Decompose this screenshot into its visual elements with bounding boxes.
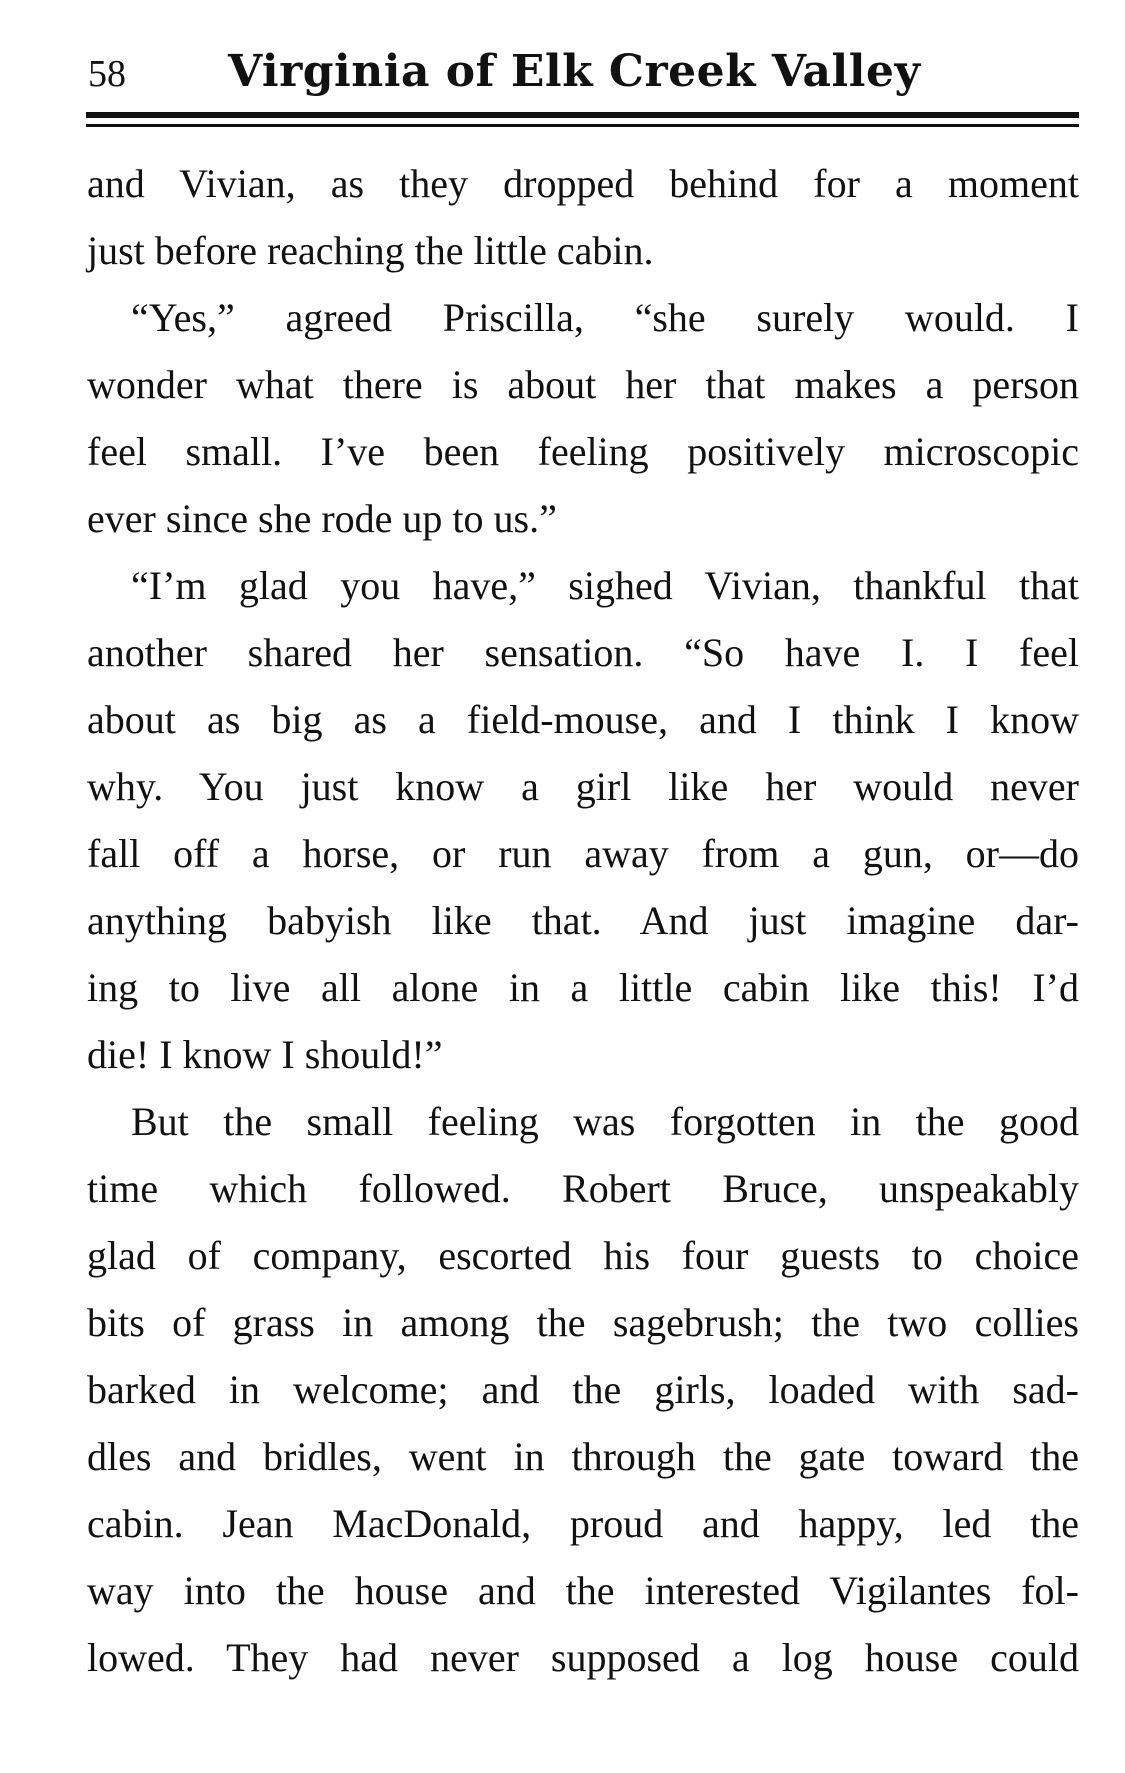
text-line: way into the house and the interested Vigilantes fol-	[87, 1568, 1079, 1613]
text-line: time which followed. Robert Bruce, unspeakably	[87, 1166, 1079, 1211]
text-line: bits of grass in among the sagebrush; the two collies	[87, 1300, 1079, 1345]
text-line: barked in welcome; and the girls, loaded with sad-	[87, 1367, 1079, 1412]
running-title: Virginia of Elk Creek Valley	[228, 46, 921, 97]
text-line: “I’m glad you have,” sighed Vivian, thankful that	[131, 563, 1079, 608]
header-rule-thick	[86, 112, 1079, 118]
text-line: another shared her sensation. “So have I. I feel	[87, 630, 1079, 675]
text-line: just before reaching the little cabin.	[87, 228, 654, 273]
text-line: cabin. Jean MacDonald, proud and happy, led the	[87, 1501, 1079, 1546]
text-line: lowed. They had never supposed a log house could	[87, 1635, 1079, 1680]
text-line: and Vivian, as they dropped behind for a moment	[87, 161, 1079, 206]
text-line: fall off a horse, or run away from a gun, or—do	[87, 831, 1079, 876]
text-line: feel small. I’ve been feeling positively microscopic	[87, 429, 1079, 474]
text-line: ing to live all alone in a little cabin like this! I’d	[87, 965, 1079, 1010]
text-line: glad of company, escorted his four guests to choice	[87, 1233, 1079, 1278]
text-line: wonder what there is about her that makes a person	[87, 362, 1079, 407]
text-line: why. You just know a girl like her would never	[87, 764, 1079, 809]
body-text	[87, 150, 1079, 1691]
text-line: die! I know I should!”	[87, 1032, 443, 1077]
text-line: But the small feeling was forgotten in the good	[131, 1099, 1079, 1144]
header-rule-thin	[86, 124, 1079, 127]
text-line: “Yes,” agreed Priscilla, “she surely would. I	[131, 295, 1079, 340]
text-line: ever since she rode up to us.”	[87, 496, 557, 541]
page-number: 58	[88, 53, 126, 95]
text-line: about as big as a field-mouse, and I think I know	[87, 697, 1079, 742]
text-line: dles and bridles, went in through the gate toward the	[87, 1434, 1079, 1479]
page-header	[88, 42, 1078, 104]
text-line: anything babyish like that. And just imagine dar-	[87, 898, 1079, 943]
